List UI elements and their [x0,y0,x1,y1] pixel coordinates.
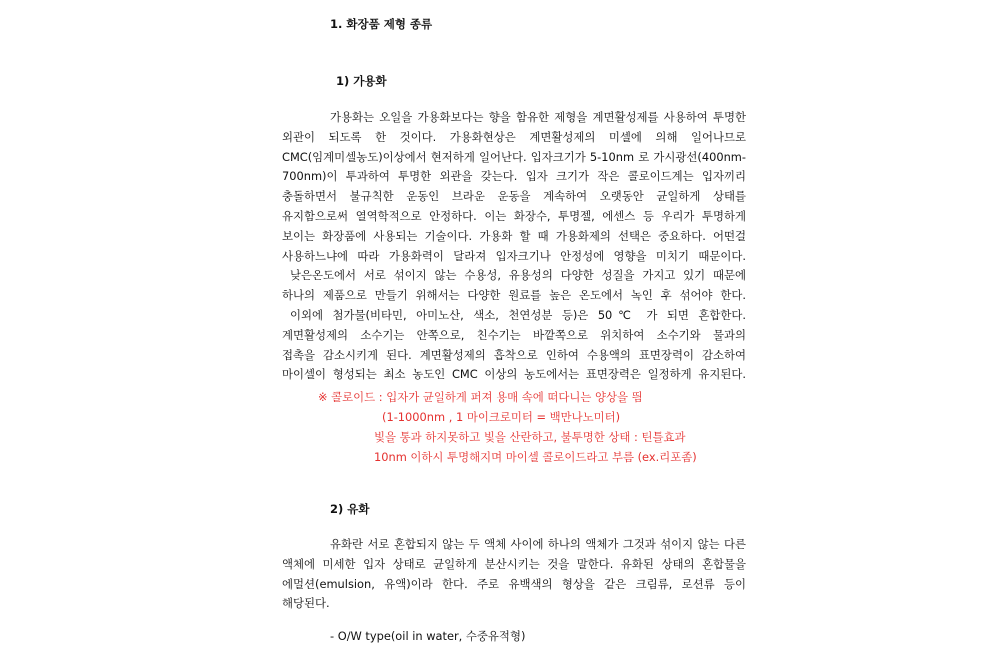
colloid-note-line-4: 10nm 이하시 투명해지며 마이셀 콜로이드라고 부름 (ex.리포좀) [374,450,697,464]
text-line: 해당된다. [282,596,330,611]
text-line: 액체에 미세한 입자 상태로 균일하게 분산시키는 것을 말한다. 유화된 상태의 혼합물을 [282,556,746,571]
section2-paragraph [282,535,746,614]
colloid-note-line-3: 빛을 통과 하지못하고 빛을 산란하고, 불투명한 상태 : 틴틀효과 [374,430,686,444]
text-line: 외관이 되도록 한 것이다. 가용화현상은 계면활성제의 미셀에 의해 일어나므로 [282,129,746,144]
text-line: 하나의 제품으로 만들기 위해서는 다양한 원료를 높은 온도에서 녹인 후 섞어야 한다. [282,287,746,302]
text-line: 유화란 서로 혼합되지 않는 두 액체 사이에 하나의 액체가 그것과 섞이지 않는 다른 [330,537,746,551]
ow-type-bullet: - O/W type(oil in water, 수중유적형) [330,629,526,643]
section2-heading: 2) 유화 [330,502,370,516]
section1-paragraph-1 [282,108,746,266]
section1-paragraph-3 [282,306,746,385]
section1-heading: 1) 가용화 [336,74,387,88]
text-line: 보이는 화장품에 사용되는 기술이다. 가용화 할 때 가용화제의 선택은 중요하다. 어떤걸 [282,228,746,243]
text-line: 이외에 첨가물(비타민, 아미노산, 색소, 천연성분 등)은 50℃ 가 되면 혼합한다. [290,308,746,322]
text-line: 낮은온도에서 서로 섞이지 않는 수용성, 유용성의 다양한 성질을 가지고 있기 때문에 [290,268,746,282]
text-line: 유지함으로써 열역학적으로 안정하다. 이는 화장수, 투명젤, 에센스 등 우리가 투명하게 [282,208,746,223]
text-line: 접촉을 감소시키게 된다. 계면활성제의 흡착으로 인하여 수용액의 표면장력이 감소하여 [282,347,746,362]
colloid-note-line-2: (1-1000nm , 1 마이크로미터 = 백만나노미터) [382,410,621,424]
text-line: 계면활성제의 소수기는 안쪽으로, 친수기는 바깥쪽으로 위치하여 소수기와 물과의 [282,327,746,342]
text-line: CMC(임계미셀농도)이상에서 현저하게 일어난다. 입자크기가 5-10nm 로 가시광선(400nm- [282,149,746,164]
text-line: 마이셀이 형성되는 최소 농도인 CMC 이상의 농도에서는 표면장력은 일정하게 유지된다. [282,367,746,382]
section1-paragraph-2 [282,266,746,306]
text-line: 충돌하면서 불규칙한 운동인 브라운 운동을 계속하여 오랫동안 균일하게 상태를 [282,189,746,204]
main-heading: 1. 화장품 제형 종류 [330,17,433,31]
text-line: 에멀션(emulsion, 유액)이라 한다. 주로 유백색의 형상을 같은 크림류, 로션류 등이 [282,576,746,591]
colloid-note-line-1: ※ 콜로이드 : 입자가 균일하게 퍼져 용매 속에 떠다니는 양상을 띔 [318,390,643,404]
text-line: 700nm)이 투과하여 투명한 외관을 갖는다. 입자 크기가 작은 콜로이드계는 입자끼리 [282,169,746,184]
text-line: 가용화는 오일을 가용화보다는 향을 함유한 제형을 계면활성제를 사용하여 투명한 [330,110,746,124]
text-line: 사용하느냐에 따라 가용화력이 달라져 입자크기나 안정성에 영향을 미치기 때문이다. [282,248,746,263]
